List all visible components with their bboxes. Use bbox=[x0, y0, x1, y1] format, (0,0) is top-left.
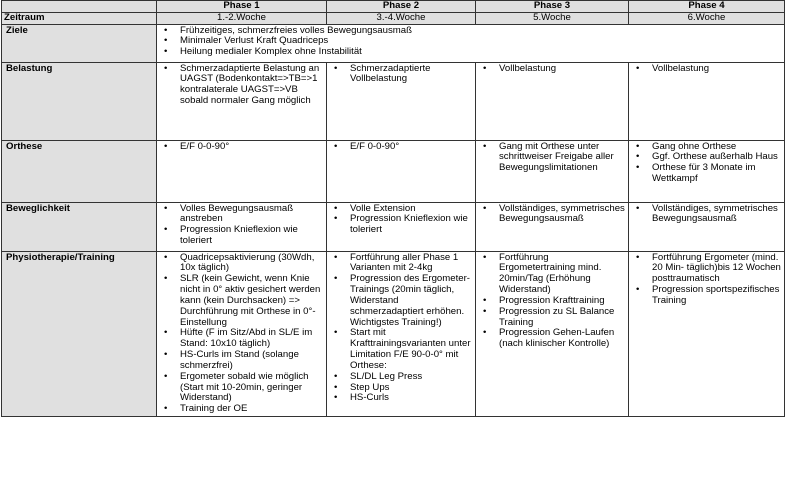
ziele-content bbox=[157, 24, 785, 62]
list-item: • HS-Curls im Stand (solange schmerzfrei) bbox=[161, 350, 323, 372]
belastung-phase-1 bbox=[157, 62, 327, 140]
orthese-phase-2 bbox=[327, 140, 476, 202]
list-item: • Hüfte (F im Sitz/Abd in SL/E im Stand: 10x10 täglich) bbox=[161, 328, 323, 350]
list-item: • Vollbelastung bbox=[480, 64, 625, 75]
list-item: • HS-Curls bbox=[331, 393, 472, 404]
belastung-label: Belastung bbox=[2, 62, 157, 140]
list-item: • Schmerzadaptierte Belastung an UAGST (Bodenkontakt=>TB=>1 kontralaterale UAGST=>VB sobald normaler Gang möglich bbox=[161, 64, 323, 107]
beweglichkeit-phase-3 bbox=[476, 202, 629, 251]
phase-3-header: Phase 3 bbox=[476, 1, 629, 13]
list-item: • E/F 0-0-90° bbox=[331, 142, 472, 153]
zeitraum-phase-3: 5.Woche bbox=[476, 12, 629, 24]
list-item: • Progression zu SL Balance Training bbox=[480, 307, 625, 329]
list-item: • Progression Knieflexion wie toleriert bbox=[161, 225, 323, 247]
list-item: • Heilung medialer Komplex ohne Instabilität bbox=[161, 47, 781, 58]
list-item: • Progression Gehen-Laufen bbox=[480, 328, 625, 339]
belastung-row bbox=[2, 62, 785, 140]
list-item: • Fortführung Ergometer (mind. 20 Min- täglich)bis 12 Wochen posttraumatisch bbox=[633, 253, 781, 285]
header-row bbox=[2, 1, 785, 13]
list-item: • Step Ups bbox=[331, 383, 472, 394]
list-item: • Gang ohne Orthese bbox=[633, 142, 781, 153]
list-item: • Vollständiges, symmetrisches Bewegungsausmaß bbox=[480, 204, 625, 226]
ziele-label: Ziele bbox=[2, 24, 157, 62]
belastung-phase-3 bbox=[476, 62, 629, 140]
belastung-phase-2 bbox=[327, 62, 476, 140]
beweglichkeit-label: Beweglichkeit bbox=[2, 202, 157, 251]
list-item: • Ggf. Orthese außerhalb Haus bbox=[633, 152, 781, 163]
list-item: • Volles Bewegungsausmaß anstreben bbox=[161, 204, 323, 226]
physio-row bbox=[2, 251, 785, 416]
list-item-note: (nach klinischer Kontrolle) bbox=[499, 338, 610, 350]
list-item: • Quadricepsaktivierung (30Wdh, 10x täglich) bbox=[161, 253, 323, 275]
physio-label: Physiotherapie/Training bbox=[2, 251, 157, 416]
list-item: • Fortführung aller Phase 1 Varianten mit 2-4kg bbox=[331, 253, 472, 275]
list-item: • SLR (kein Gewicht, wenn Knie nicht in 0° aktiv gesichert werden kann (kein Durchsacken) => Durchführung mit Orthese in 0°-Einstellung bbox=[161, 274, 323, 328]
physio-phase-4 bbox=[629, 251, 785, 416]
list-item: • SL/DL Leg Press bbox=[331, 372, 472, 383]
phase-1-header: Phase 1 bbox=[157, 1, 327, 13]
zeitraum-row bbox=[2, 12, 785, 24]
orthese-row bbox=[2, 140, 785, 202]
phase-4-header: Phase 4 bbox=[629, 1, 785, 13]
orthese-phase-3 bbox=[476, 140, 629, 202]
list-item: • Gang mit Orthese unter schrittweiser Freigabe aller Bewegungslimitationen bbox=[480, 142, 625, 174]
list-item: • Vollbelastung bbox=[633, 64, 781, 75]
list-item: • Volle Extension bbox=[331, 204, 472, 215]
list-item: • Minimaler Verlust Kraft Quadriceps bbox=[161, 36, 781, 47]
orthese-label: Orthese bbox=[2, 140, 157, 202]
list-item: • Frühzeitiges, schmerzfreies volles Bewegungsausmaß bbox=[161, 26, 781, 37]
list-item: • Fortführung Ergometertraining mind. 20min/Tag (Erhöhung Widerstand) bbox=[480, 253, 625, 296]
list-item: • Progression des Ergometer-Trainings (20min täglich, Widerstand schmerzadaptiert erhöhen. Wichtigstes Training!) bbox=[331, 274, 472, 328]
zeitraum-phase-4: 6.Woche bbox=[629, 12, 785, 24]
list-item: • Progression sportspezifisches Training bbox=[633, 285, 781, 307]
list-item: • Vollständiges, symmetrisches Bewegungsausmaß bbox=[633, 204, 781, 226]
list-item: • Progression Krafttraining bbox=[480, 296, 625, 307]
phase-2-header: Phase 2 bbox=[327, 1, 476, 13]
beweglichkeit-phase-4 bbox=[629, 202, 785, 251]
header-corner bbox=[2, 1, 157, 13]
zeitraum-phase-2: 3.-4.Woche bbox=[327, 12, 476, 24]
list-item: • Training der OE bbox=[161, 404, 323, 415]
physio-phase-1 bbox=[157, 251, 327, 416]
list-item: • E/F 0-0-90° bbox=[161, 142, 323, 153]
zeitraum-phase-1: 1.-2.Woche bbox=[157, 12, 327, 24]
list-item: • Ergometer sobald wie möglich (Start mit 10-20min, geringer Widerstand) bbox=[161, 372, 323, 404]
orthese-phase-4 bbox=[629, 140, 785, 202]
beweglichkeit-phase-2 bbox=[327, 202, 476, 251]
physio-phase-2 bbox=[327, 251, 476, 416]
orthese-phase-1 bbox=[157, 140, 327, 202]
ziele-row bbox=[2, 24, 785, 62]
list-item: • Schmerzadaptierte Vollbelastung bbox=[331, 64, 472, 86]
physio-phase-3 bbox=[476, 251, 629, 416]
list-item: • Orthese für 3 Monate im Wettkampf bbox=[633, 163, 781, 185]
zeitraum-label: Zeitraum bbox=[2, 12, 157, 24]
list-item: • Progression Knieflexion wie toleriert bbox=[331, 214, 472, 236]
beweglichkeit-phase-1 bbox=[157, 202, 327, 251]
belastung-phase-4 bbox=[629, 62, 785, 140]
list-item: • Start mit Krafttrainingsvarianten unter Limitation F/E 90-0-0° mit Orthese: bbox=[331, 328, 472, 371]
beweglichkeit-row bbox=[2, 202, 785, 251]
rehab-protocol-table bbox=[1, 0, 785, 417]
